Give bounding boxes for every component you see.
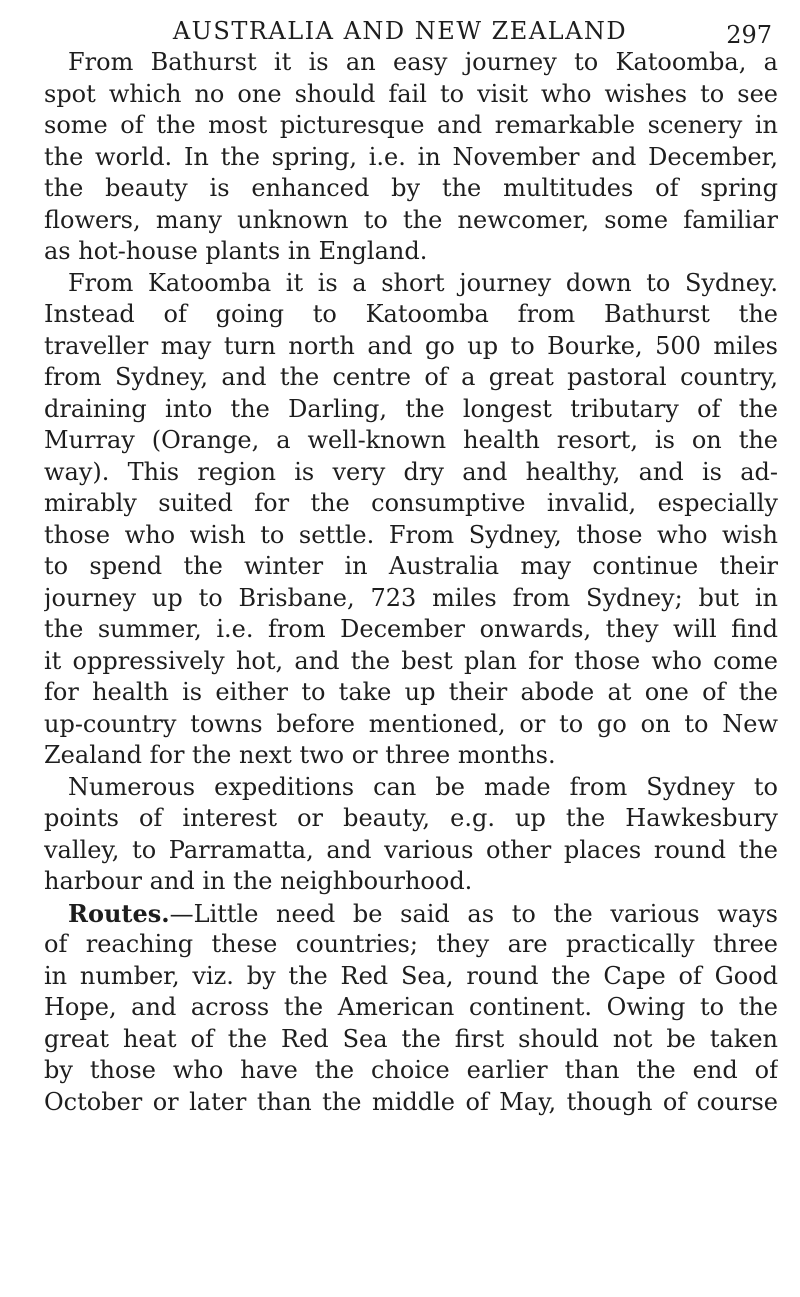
text-line: harbour and in the neighbourhood. — [44, 867, 473, 895]
text-line: it oppressively hot, and the best plan for those who come — [44, 646, 778, 675]
text-line: the world. In the spring, i.e. in November and December, — [44, 142, 778, 171]
text-line: from Sydney, and the centre of a great pastoral country, — [44, 363, 778, 391]
text-span: —Little need be said as to the various ways — [169, 899, 778, 928]
text-line: Instead of going to Katoomba from Bathurst the — [44, 300, 778, 328]
text-line: valley, to Parramatta, and various other places round the — [44, 835, 778, 864]
text-line: the beauty is enhanced by the multitudes of spring — [44, 174, 778, 202]
text-line: Murray (Orange, a well-known health resort, is on the — [44, 426, 778, 454]
text-line: great heat of the Red Sea the first should not be taken — [44, 1024, 778, 1053]
text-line: those who wish to settle. From Sydney, those who wish — [44, 520, 778, 549]
text-line: way). This region is very dry and healthy, and is ad- — [44, 457, 778, 486]
text-line: draining into the Darling, the longest tributary of the — [44, 394, 778, 423]
text-line: Numerous expeditions can be made from Sydney to — [68, 772, 778, 801]
text-line: of reaching these countries; they are practically three — [44, 930, 778, 958]
text-line: journey up to Brisbane, 723 miles from Sydney; but in — [44, 583, 778, 612]
page-number: 297 — [726, 21, 772, 49]
run-in-heading: Routes. — [68, 898, 170, 928]
text-line: flowers, many unknown to the newcomer, some familiar — [44, 205, 778, 234]
text-line: From Katoomba it is a short journey down to Sydney. — [68, 268, 778, 297]
text-line: spot which no one should fail to visit who wishes to see — [44, 79, 778, 108]
running-title: AUSTRALIA AND NEW ZEALAND — [172, 17, 628, 45]
text-line: some of the most picturesque and remarkable scenery in — [44, 111, 778, 139]
text-line: for health is either to take up their abode at one of the — [44, 678, 778, 706]
text-line — [44, 898, 778, 930]
paragraph-katoomba — [44, 47, 778, 268]
text-line: points of interest or beauty, e.g. up the Hawkesbury — [44, 804, 778, 832]
text-line: to spend the winter in Australia may continue their — [44, 552, 778, 580]
paragraph-expeditions — [44, 772, 778, 898]
text-line: in number, viz. by the Red Sea, round the Cape of Good — [44, 961, 778, 990]
text-line: October or later than the middle of May, though of course — [44, 1087, 778, 1116]
text-line: Zealand for the next two or three months. — [44, 741, 556, 769]
text-line: up-country towns before mentioned, or to go on to New — [44, 709, 778, 738]
text-line: Hope, and across the American continent. Owing to the — [44, 993, 778, 1021]
text-line: From Bathurst it is an easy journey to Katoomba, a — [68, 48, 778, 76]
paragraph-sydney — [44, 268, 778, 772]
text-line: traveller may turn north and go up to Bourke, 500 miles — [44, 331, 778, 360]
text-line: the summer, i.e. from December onwards, they will find — [44, 615, 778, 643]
text-line: by those who have the choice earlier than the end of — [44, 1056, 778, 1084]
paragraph-routes — [44, 898, 778, 1119]
text-line: mirably suited for the consumptive invalid, especially — [44, 489, 778, 517]
text-line: as hot-house plants in England. — [44, 237, 428, 265]
body-text — [44, 47, 778, 1118]
